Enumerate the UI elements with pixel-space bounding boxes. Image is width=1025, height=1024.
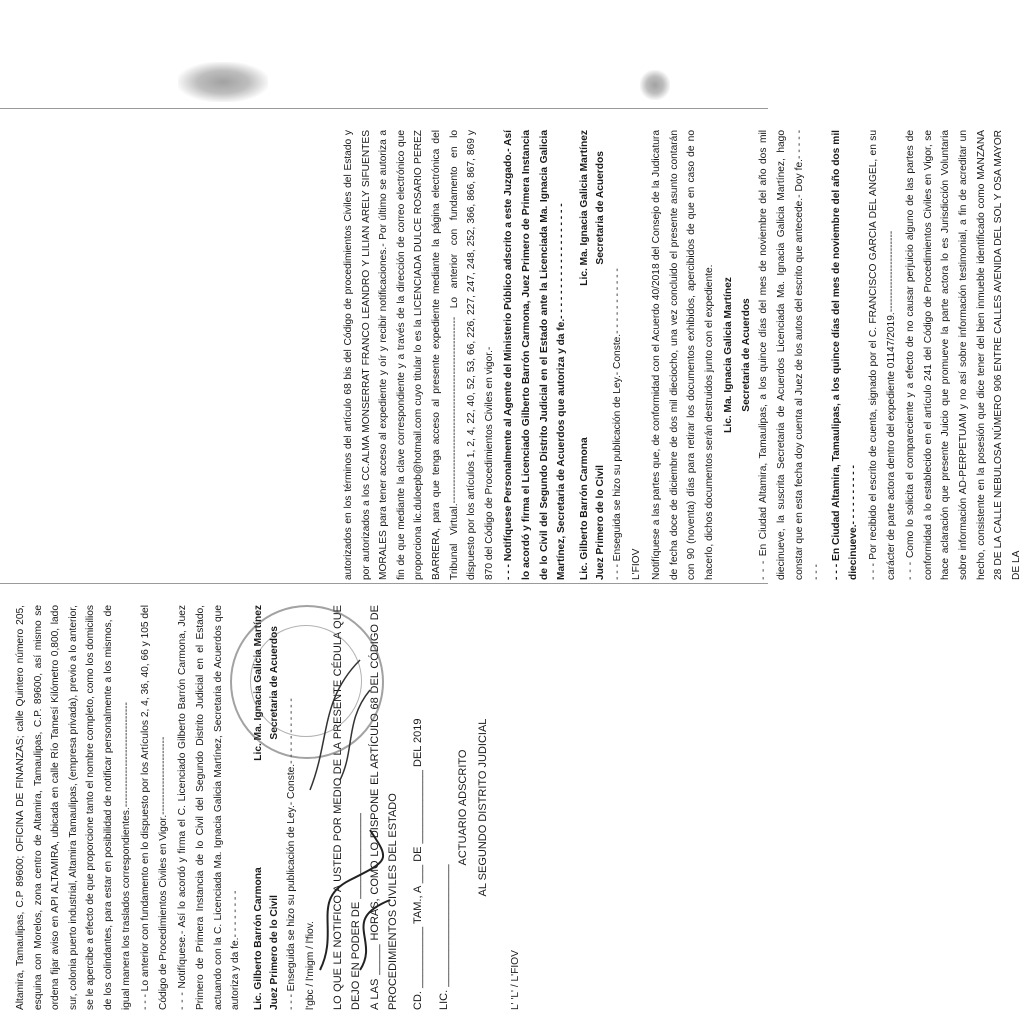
signature-name: Lic. Gilberto Barrón Carmona xyxy=(252,867,264,1010)
actuary-district: AL SEGUNDO DISTRITO JUDICIAL xyxy=(477,718,490,897)
signature-name: Lic. Gilberto Barrón Carmona xyxy=(578,437,590,580)
initials: L'FIOV xyxy=(631,548,643,580)
signature-judge xyxy=(251,867,283,1010)
notice-line-1: LO QUE LE NOTIFICO A USTED POR MEDIO DE LA PRESENTE CÉDULA QUE DEJO EN PODER DE ______________ xyxy=(331,605,362,1010)
paragraph: autorizados en los términos del artículo 68 bis del Código de procedimientos Civiles del Estado y por autorizados a los CC.ALMA MONSERRAT FRANCO LEANDRO Y LILIAN ARELY SIFUENTES MORALES para tener acceso al expediente y oír y recibir notificaciones.- Por último se autoriza a fin de que mediante la clave correspondiente y a través de la dirección de correo electrónico que proporciona lic.duloepb@hotmail.com cuyo titular lo es la LICENCIADA DULCE ROSARIO PEREZ BARRERA, para que tenga acceso al presente expediente mediante la página electrónica del Tribunal Virtual.------------------------------------------------------- Lo anterior con fundamento en lo dispuesto por los artículos 1, 2, 4, 22, 40, 52, 53, 66, 226, 227, 247, 248, 252, 366, 866, 867, 869 y 870 del Código de Procedimientos Civiles en vigor.- xyxy=(343,130,495,580)
scan-smudge xyxy=(640,70,670,100)
lic-line: LIC. ____________________ xyxy=(437,864,450,1010)
footer-initials: L' 'L' / L'FIOV xyxy=(509,950,521,1010)
paragraph: - - - Por recibido el escrito de cuenta, signado por el C. FRANCISCO GARCIA DEL ANGEL, en su carácter de parte actora dentro del expediente 01147/2019.------------------------ xyxy=(868,130,897,580)
city-date-line: CD. __________ TAM., A ___ DE ____________ DEL 2019 xyxy=(412,718,425,1010)
upper-page-text xyxy=(340,130,1022,580)
signature-center xyxy=(720,130,755,580)
signature-judge xyxy=(577,437,609,580)
signature-name: Lic. Ma. Ignacia Galicia Martínez xyxy=(252,605,264,761)
notice-line-2: A LAS _____ HORAS, COMO LO DISPONE EL ARTÍCULO 68 DEL CÓDIGO DE PROCEDIMIENTOS CIVILES DEL ESTADO xyxy=(369,605,399,1010)
paragraph: - - - Lo anterior con fundamento en lo dispuesto por los Artículos 2, 4, 36, 40, 66 y 105 del Código de Procedimientos Civiles en Vigor.----------------------- xyxy=(140,605,169,1010)
signature-row xyxy=(577,130,609,580)
signature-title: Secretaria de Acuerdos xyxy=(268,626,280,740)
signature-name: Lic. Ma. Ignacia Galicia Martínez xyxy=(723,277,735,433)
fold-line-top xyxy=(0,108,768,109)
paragraph-notify: - - - Notifíquese.- Así lo acordó y firma el C. Licenciado Gilberto Barrón Carmona, Juez Primero de Primera Instancia de lo Civil del Segundo Distrito Judicial en el Estado, actuando con la C. Licenciada Ma. Ignacia Galicia Martínez, Secretaria de Acuerdos que autoriza y da fe.- - - - - - - - xyxy=(177,605,242,1010)
paragraph-date: - - - En Ciudad Altamira, Tamaulipas, a los quince días del mes de noviembre del año dos mil diecinueve.- - - - - - - - - - xyxy=(830,130,860,580)
publication-note: - - - Enseguida se hizo su publicación de Ley.- Conste.- - - - - - - - - - - xyxy=(285,698,297,1010)
handwritten-annotation xyxy=(300,640,380,800)
handwritten-signature xyxy=(300,820,420,980)
paragraph: - - - Como lo solicita el compareciente y a efecto de no causar perjuicio alguno de las partes de conformidad a lo establecido en el artículo 241 del Código de Procedimientos Civiles en Vigor, se hace aclaración que presente Juicio que promueve la parte actora lo es Jurisdicción Voluntaria sobre información AD-PERPETUAM y no así sobre información testimonial, a fin de acreditar un hecho, consistente en la posesión que dice tener del bien inmueble identificado como MANZANA 28 DE LA CALLE NEBULOSA NÚMERO 906 ENTRE CALLES AVENIDA DEL SOL Y OSA MAYOR DE LA xyxy=(905,130,1022,580)
initials: l'gbc / l'migm / l'fiov. xyxy=(305,921,317,1010)
fold-line-middle xyxy=(0,583,768,584)
scan-smudge xyxy=(178,62,268,102)
actuary-title: ACTUARIO ADSCRITO xyxy=(457,749,470,866)
signature-name: Lic. Ma. Ignacia Galicia Martínez xyxy=(578,130,590,286)
signature-title: Juez Primero de lo Civil xyxy=(594,465,606,580)
paragraph: Altamira, Tamaulipas, C.P 89600; OFICINA DE FINANZAS; calle Quintero número 205, esquina con Morelos, zona centro de Altamira, Tamaulipas, C.P. 89600, así mismo se ordena fijar aviso en API ALTAMIRA, ubicada en calle Río Tamesí Kilómetro 0,800, lado sur, colonia puerto industrial, Altamira Tamaulipas, (empresa privada), previo a lo anterior, se le apercibe a efecto de que proporcione tanto el nombre completo, como los domicilios de los colindantes, para estar en posibilidad de notificar personalmente a los mismos, de igual manera los traslados correspondientes.------------------------------- xyxy=(15,605,132,1010)
paragraph: - - - En Ciudad Altamira, Tamaulipas, a los quince días del mes de noviembre del año dos mil diecinueve, la suscrita Secretaria de Acuerdos Licenciada Ma. Ignacia Galicia Martínez, hago constar que en esta fecha doy cuenta al Juez de los autos del escrito que antecede.- Doy fe.- - - - - - - - xyxy=(758,130,823,580)
paragraph-notify: - - - Notifíquese Personalmente al Agente del Ministerio Público adscrito a este Juzgado.- Así lo acordó y firma el Licenciado Gilberto Barrón Carmona, Juez Primero de Primera Instancia de lo Civil del Segundo Distrito Judicial en el Estado ante la Licenciada Ma. Ignacia Galicia Martínez, Secretaria de Acuerdos que autoriza y da fe.- - - - - - - - - - - - - - - - - - - xyxy=(503,130,568,580)
signature-title: Juez Primero de lo Civil xyxy=(268,895,280,1010)
publication-note: - - - Enseguida se hizo su publicación de Ley.- Conste.- - - - - - - - - - - xyxy=(611,268,623,580)
signature-secretary xyxy=(577,130,609,286)
signature-title: Secretaria de Acuerdos xyxy=(740,298,752,412)
signature-title: Secretaria de Acuerdos xyxy=(594,151,606,265)
paragraph-notice: Notifíquese a las partes que, de conformidad con el Acuerdo 40/2018 del Consejo de la Judicatura de fecha doce de diciembre de dos mil dieciocho, una vez concluido el presente asunto contarán con 90 (noventa) días para retirar los documentos exhibidos, apercibidos de que en caso de no hacerlo, dichos documentos serán destruidos junto con el expediente. xyxy=(650,130,715,580)
